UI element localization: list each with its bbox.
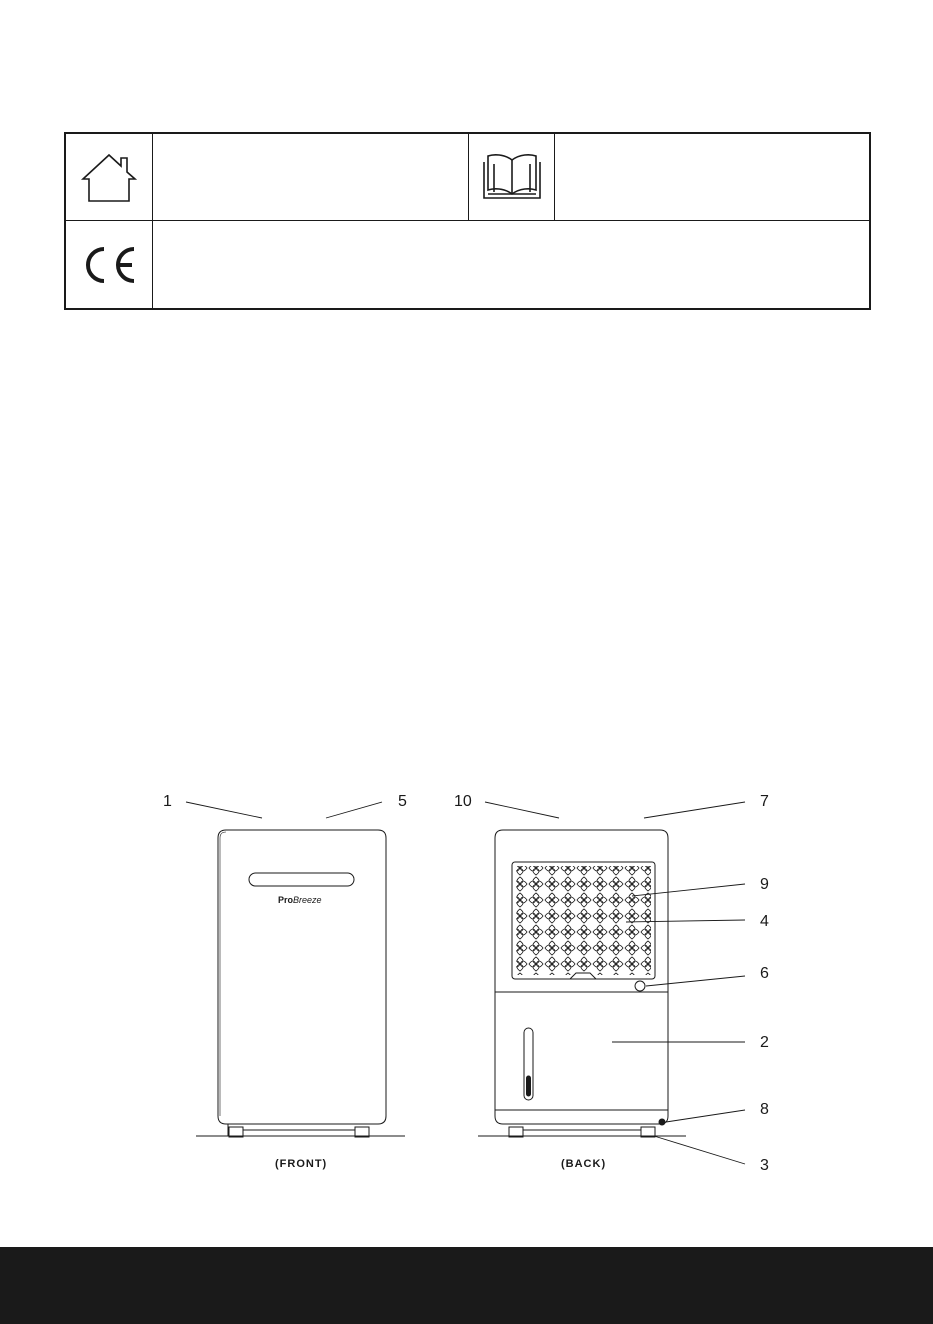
callout-7: 7 — [760, 793, 769, 810]
callout-2: 2 — [760, 1034, 769, 1051]
callout-9: 9 — [760, 876, 769, 893]
ce-text-cell — [153, 221, 869, 308]
front-unit — [196, 830, 405, 1137]
callout-6: 6 — [760, 965, 769, 982]
dehumidifier-drawing — [0, 780, 933, 1200]
callout-1: 1 — [163, 793, 172, 810]
indoor-use-symbol — [66, 134, 152, 220]
back-caption: (BACK) — [561, 1158, 607, 1170]
callout-3: 3 — [760, 1157, 769, 1174]
callout-10: 10 — [454, 793, 472, 810]
symbol-table — [64, 132, 871, 310]
footer-band — [0, 1247, 933, 1324]
ce-mark-icon — [78, 245, 140, 285]
back-unit — [478, 830, 686, 1137]
brand-logo: ProBreeze — [278, 895, 322, 905]
callout-5: 5 — [398, 793, 407, 810]
read-manual-symbol — [469, 134, 554, 220]
house-icon — [79, 149, 139, 205]
open-book-icon — [480, 150, 544, 204]
read-manual-text-cell — [555, 134, 869, 220]
front-caption: (FRONT) — [275, 1158, 328, 1170]
indoor-use-text-cell — [153, 134, 468, 220]
callout-4: 4 — [760, 913, 769, 930]
callout-8: 8 — [760, 1101, 769, 1118]
ce-symbol — [66, 221, 152, 308]
product-diagram — [0, 780, 933, 1200]
